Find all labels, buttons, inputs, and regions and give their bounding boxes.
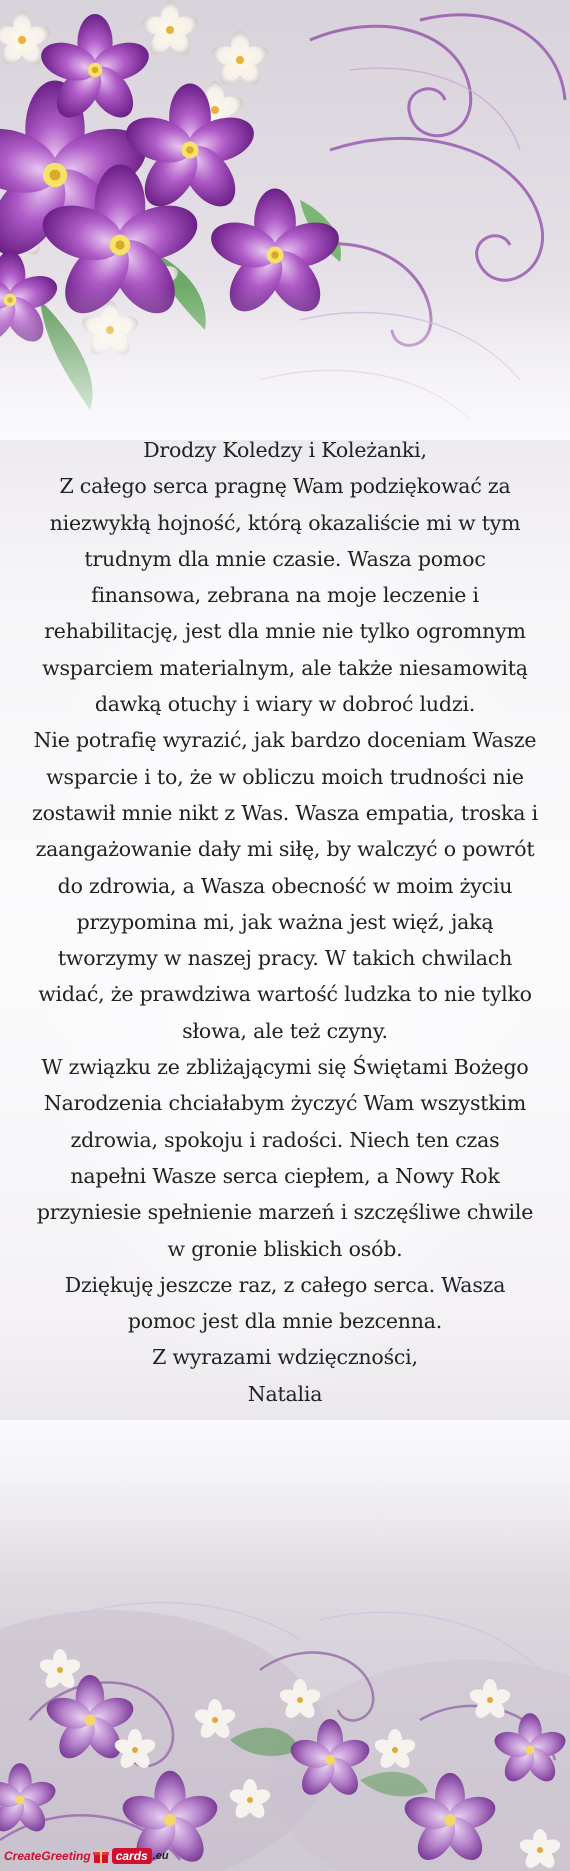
floral-decoration-top — [0, 0, 570, 440]
signature: Natalia — [247, 1381, 323, 1406]
watermark-text-createGreeting: CreateGreeting — [4, 1849, 91, 1863]
closing-line: Z wyrazami wdzięczności, — [152, 1345, 418, 1370]
greeting-line: Drodzy Koledzy i Koleżanki, — [143, 438, 427, 462]
paragraph-wishes: W związku ze zbliżającymi się Świętami Bożego Narodzenia chciałabym życzyć Wam wszystkim zdrowia, spokoju i radości. Niech ten czas napełni Wasze serca ciepłem, a Nowy Rok przyniesie spełnienie marzeń i szczęśliwe chwile w gronie bliskich osób. — [36, 1055, 534, 1261]
paragraph-thanks: Z całego serca pragnę Wam podziękować za niezwykłą hojność, którą okazaliście mi w tym trudnym dla mnie czasie. Wasza pomoc finansowa, zebrana na moje leczenie i rehabilitację, jest dla mnie nie tylko ogromnym wsparciem materialnym, ale także niesamowitą dawką otuchy i wiary w dobroć ludzi. — [42, 474, 528, 717]
watermark-text-cards: cards — [112, 1848, 152, 1864]
paragraph-final-thanks: Dziękuję jeszcze raz, z całego serca. Wasza pomoc jest dla mnie bezcenna. — [64, 1272, 506, 1334]
watermark-logo — [4, 1845, 169, 1867]
gift-icon — [92, 1848, 110, 1864]
watermark-text-domain: .eu — [152, 1850, 169, 1862]
message-text — [30, 432, 540, 1412]
paragraph-appreciation: Nie potrafię wyrazić, jak bardzo doceniam Wasze wsparcie i to, że w obliczu moich trudności nie zostawił mnie nikt z Was. Wasza empatia, troska i zaangażowanie dały mi siłę, by walczyć o powrót do zdrowia, a Wasza obecność w moim życiu przypomina mi, jak ważna jest więź, jaką tworzymy w naszej pracy. W takich chwilach widać, że prawdziwa wartość ludzka to nie tylko słowa, ale też czyny. — [32, 728, 538, 1043]
floral-decoration-bottom — [0, 1420, 570, 1871]
